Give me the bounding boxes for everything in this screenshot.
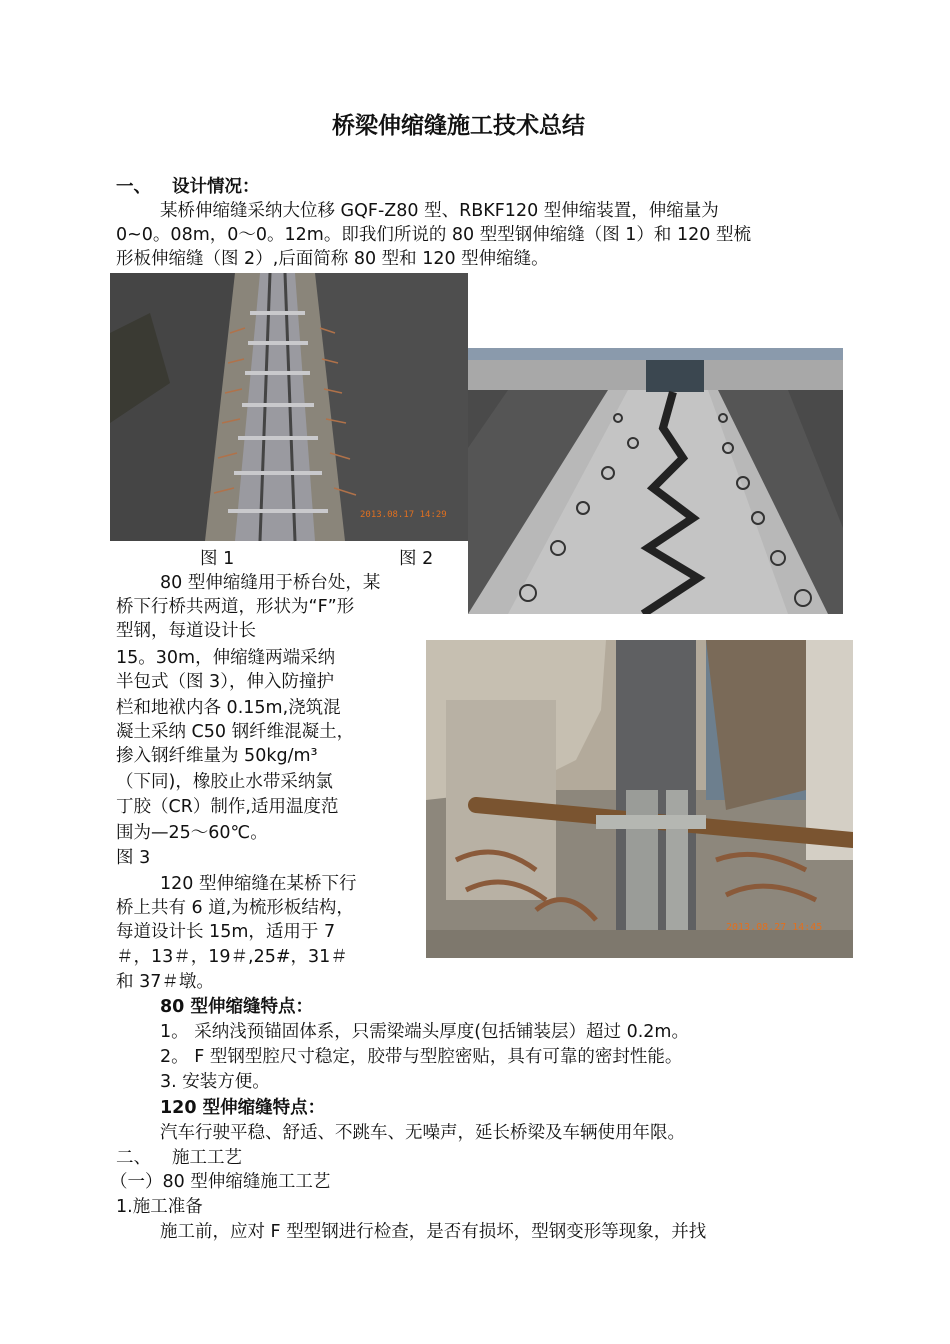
para120-line: 每道设计长 15m，适用于 7 [116, 922, 336, 942]
para80-line: 桥下行桥共两道，形状为“F”形 [116, 597, 355, 617]
section1-line: 0~0。08m，0～0。12m。即我们所说的 80 型型钢伸缩缝（图 1）和 120 型梳 [116, 225, 751, 245]
para120-line: 120 型伸缩缝在某桥下行 [160, 874, 357, 894]
para120-line: ＃，13＃，19＃,25#，31＃ [116, 947, 348, 967]
para80-line: （下同)，橡胶止水带采纳氯 [116, 772, 333, 792]
features120-text: 汽车行驶平稳、舒适、不跳车、无噪声，延长桥梁及车辆使用年限。 [160, 1123, 685, 1143]
features80-item: 2。 F 型钢型腔尺寸稳定，胶带与型腔密贴，具有可靠的密封性能。 [160, 1047, 683, 1067]
section2-text: 施工前，应对 F 型型钢进行检查，是否有损坏，型钢变形等现象，并找 [160, 1222, 707, 1242]
features80-heading: 80 型伸缩缝特点： [160, 997, 313, 1017]
section1-line: 形板伸缩缝（图 2）,后面简称 80 型和 120 型伸缩缝。 [116, 249, 549, 269]
figure1-photo [110, 273, 468, 541]
figure1-timestamp: 2013.08.17 14:29 [360, 510, 447, 520]
para80-line: 凝土采纳 C50 钢纤维混凝土， [116, 722, 355, 742]
features80-item: 1。 采纳浅预锚固体系，只需梁端头厚度(包括铺装层）超过 0.2m。 [160, 1022, 689, 1042]
figure3-timestamp: 2013.08.27 14:45 [726, 922, 823, 933]
para120-line: 桥上共有 6 道,为梳形板结构， [116, 898, 354, 918]
section1-heading: 设计情况： [172, 177, 260, 197]
section1-line: 某桥伸缩缝采纳大位移 GQF-Z80 型、RBKF120 型伸缩装置，伸缩量为 [160, 201, 719, 221]
figure2-photo [468, 348, 843, 614]
section2-subheading: （一）80 型伸缩缝施工工艺 [110, 1172, 331, 1192]
section2-heading: 施工工艺 [172, 1148, 242, 1168]
para80-line: 半包式（图 3），伸入防撞护 [116, 672, 334, 692]
para80-line: 80 型伸缩缝用于桥台处，某 [160, 573, 381, 593]
para80-line: 型钢，每道设计长 [116, 621, 256, 641]
features120-heading: 120 型伸缩缝特点： [160, 1098, 326, 1118]
figure1-image [110, 273, 468, 541]
section2-item: 1.施工准备 [116, 1197, 203, 1217]
figure2-image [468, 348, 843, 614]
para80-line: 栏和地袱内各 0.15m,浇筑混 [116, 698, 341, 718]
page-title: 桥梁伸缩缝施工技术总结 [332, 113, 585, 139]
figure3-photo [426, 640, 853, 958]
para80-line: 掺入钢纤维量为 50kg/m³ [116, 746, 318, 766]
para80-line: 围为—25～60℃。 [116, 823, 268, 843]
figure1-caption: 图 1 [200, 549, 235, 569]
para80-line: 丁胶（CR）制作,适用温度范 [116, 797, 339, 817]
section1-number: 一、 [116, 177, 151, 197]
para120-line: 和 37＃墩。 [116, 972, 214, 992]
section2-number: 二、 [116, 1148, 151, 1168]
features80-item: 3. 安装方便。 [160, 1072, 270, 1092]
figure3-image [426, 640, 853, 958]
para80-line: 15。30m，伸缩缝两端采纳 [116, 648, 336, 668]
figure2-caption: 图 2 [399, 549, 434, 569]
figure3-caption: 图 3 [116, 848, 151, 868]
